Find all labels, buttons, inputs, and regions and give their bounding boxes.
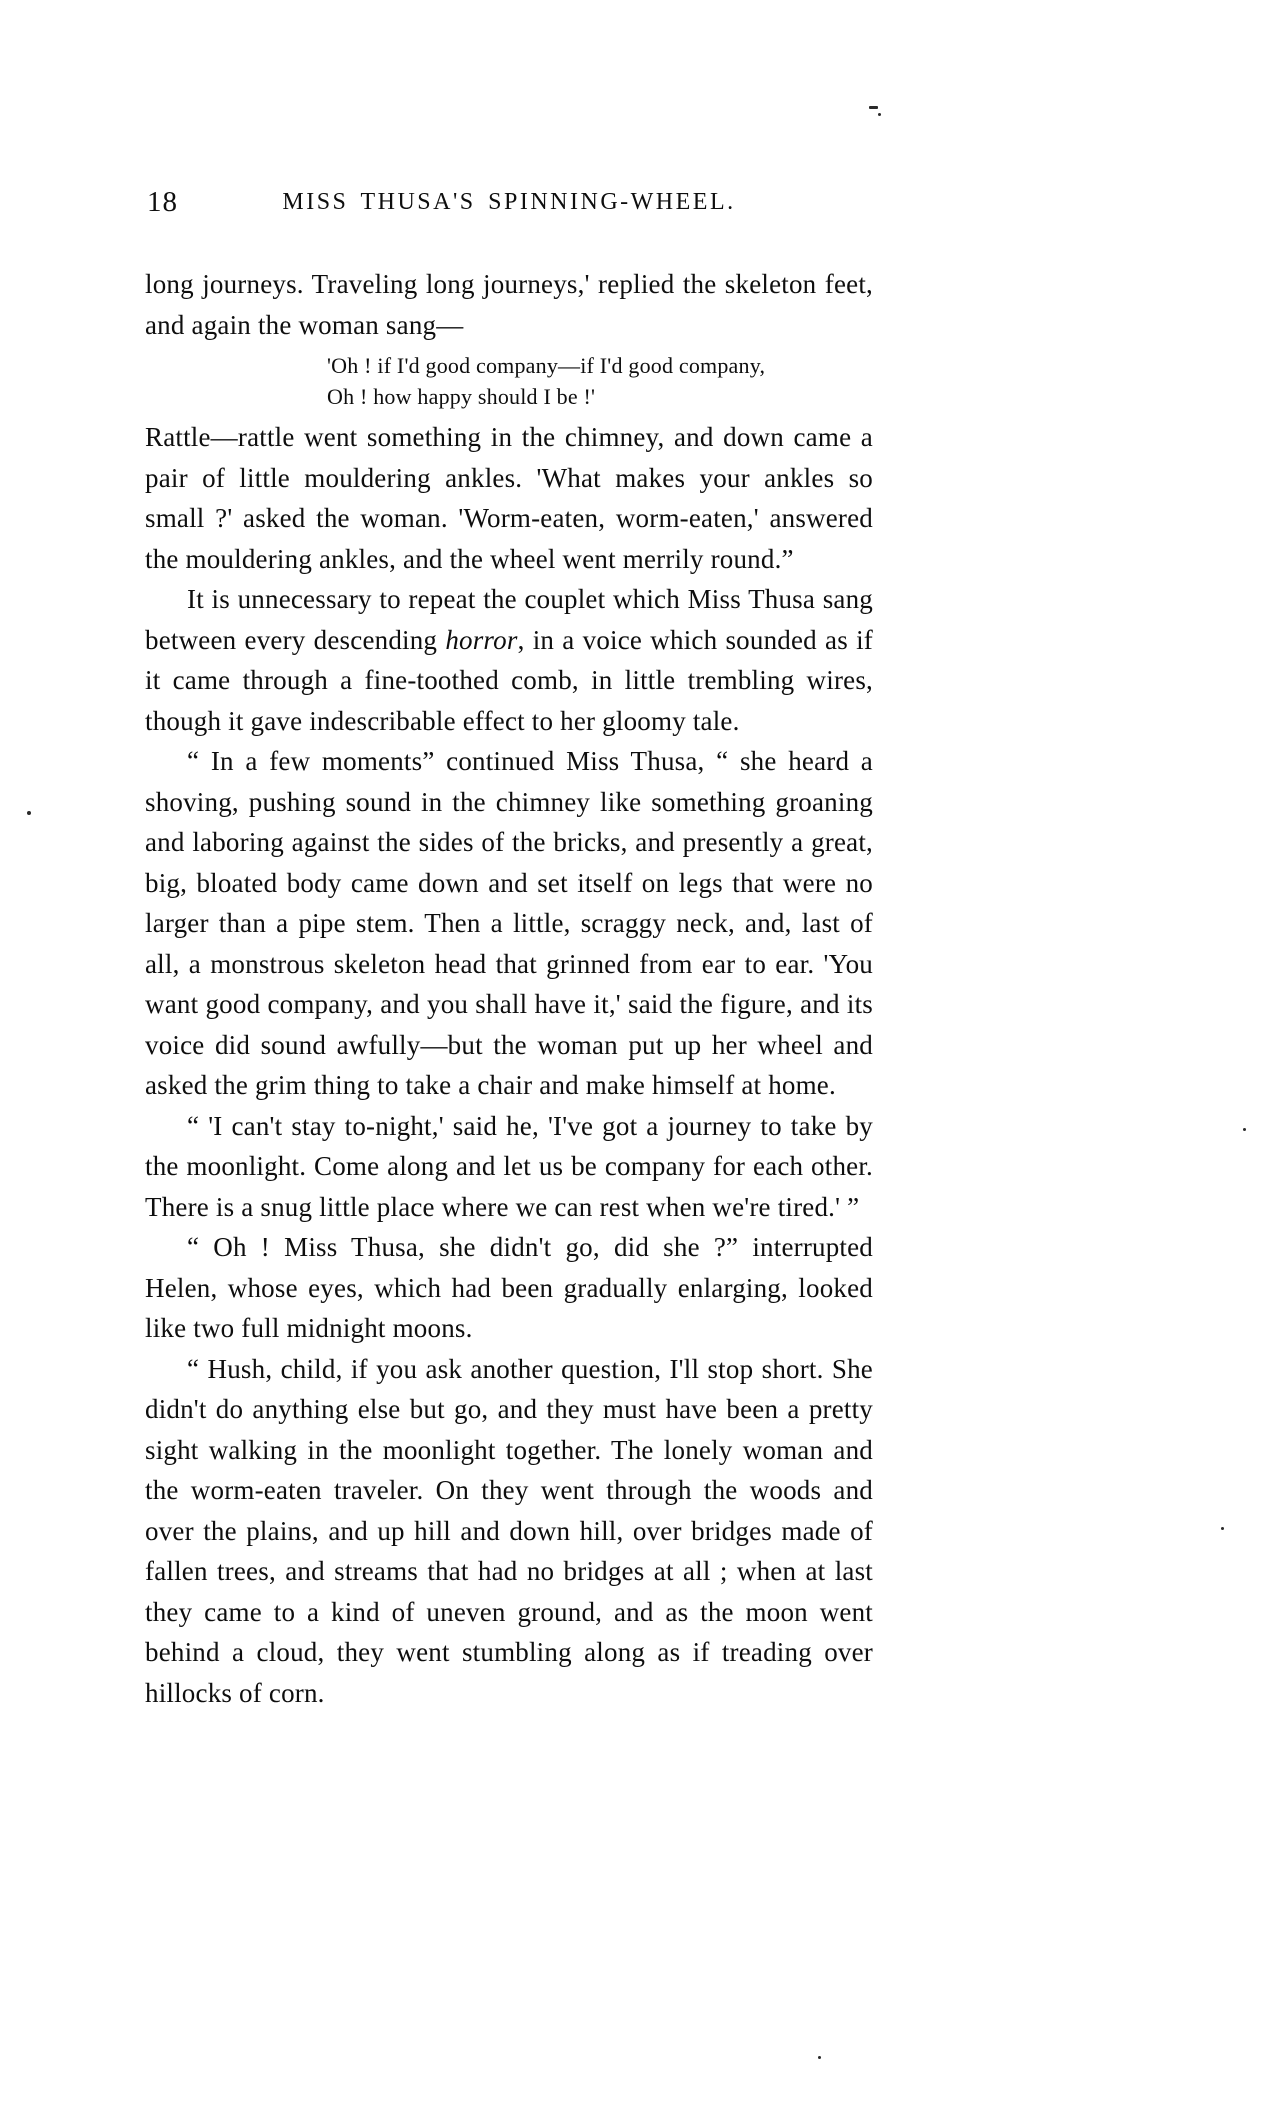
paragraph-text: It is unnecessary to repeat the couplet which Miss Thusa sang between every descending: [145, 584, 873, 655]
paragraph-text: , in a voice which sounded as if it came through a fine-toothed comb, in little trembling wires, though it gave indescribable effect to her gloomy tale.: [145, 624, 873, 736]
scan-speck: [869, 106, 878, 109]
italic-word: horror: [445, 624, 518, 655]
paragraph: “ In a few moments” continued Miss Thusa, “ she heard a shoving, pushing sound in the chimney like something groaning and laboring against the sides of the bricks, and presently a great, big, bloated body came down and set itself on legs that were no larger than a pipe stem. Then a little, scraggy neck, and, last of all, a monstrous skeleton head that grinned from ear to ear. 'You want good company, and you shall have it,' said the figure, and its voice did sound awfully—but the woman put up her wheel and asked the grim thing to take a chair and make himself at home.: [145, 746, 873, 1100]
text-column: [145, 186, 873, 1713]
paragraph: long journeys. Traveling long journeys,' replied the skeleton feet, and again the woman sang—: [145, 269, 873, 340]
scan-speck: [878, 113, 881, 116]
verse-line: 'Oh ! if I'd good company—if I'd good company,: [327, 353, 766, 378]
running-title: MISS THUSA'S SPINNING-WHEEL.: [282, 189, 736, 215]
scan-speck: [27, 811, 31, 815]
paragraph: “ Hush, child, if you ask another question, I'll stop short. She didn't do anything else but go, and they must have been a pretty sight walking in the moonlight together. The lonely woman and the worm-eaten traveler. On they went through the woods and over the plains, and up hill and down hill, over bridges made of fallen trees, and streams that had no bridges at all ; when at last they came to a kind of uneven ground, and as the moon went behind a cloud, they went stumbling along as if treading over hillocks of corn.: [145, 1353, 873, 1708]
paragraph: [145, 579, 873, 741]
paragraph: “ Oh ! Miss Thusa, she didn't go, did she ?” interrupted Helen, whose eyes, which had been gradually enlarging, looked like two full midnight moons.: [145, 1232, 873, 1343]
verse-couplet: [327, 350, 873, 412]
scan-speck: [1221, 1527, 1224, 1530]
scan-speck: [818, 2056, 821, 2059]
verse-line: Oh ! how happy should I be !': [327, 384, 596, 409]
paragraph: “ 'I can't stay to-night,' said he, 'I've got a journey to take by the moonlight. Come along and let us be company for each other. There is a snug little place where we can rest when we're tired.' ”: [145, 1110, 873, 1222]
body-text: [145, 264, 873, 1713]
paragraph: Rattle—rattle went something in the chimney, and down came a pair of little mouldering ankles. 'What makes your ankles so small ?' asked the woman. 'Worm-eaten, worm-eaten,' answered the mouldering ankles, and the wheel went merrily round.”: [145, 422, 873, 574]
scan-speck: [1243, 1128, 1246, 1131]
page-number: 18: [147, 186, 178, 218]
running-head: [145, 186, 873, 226]
